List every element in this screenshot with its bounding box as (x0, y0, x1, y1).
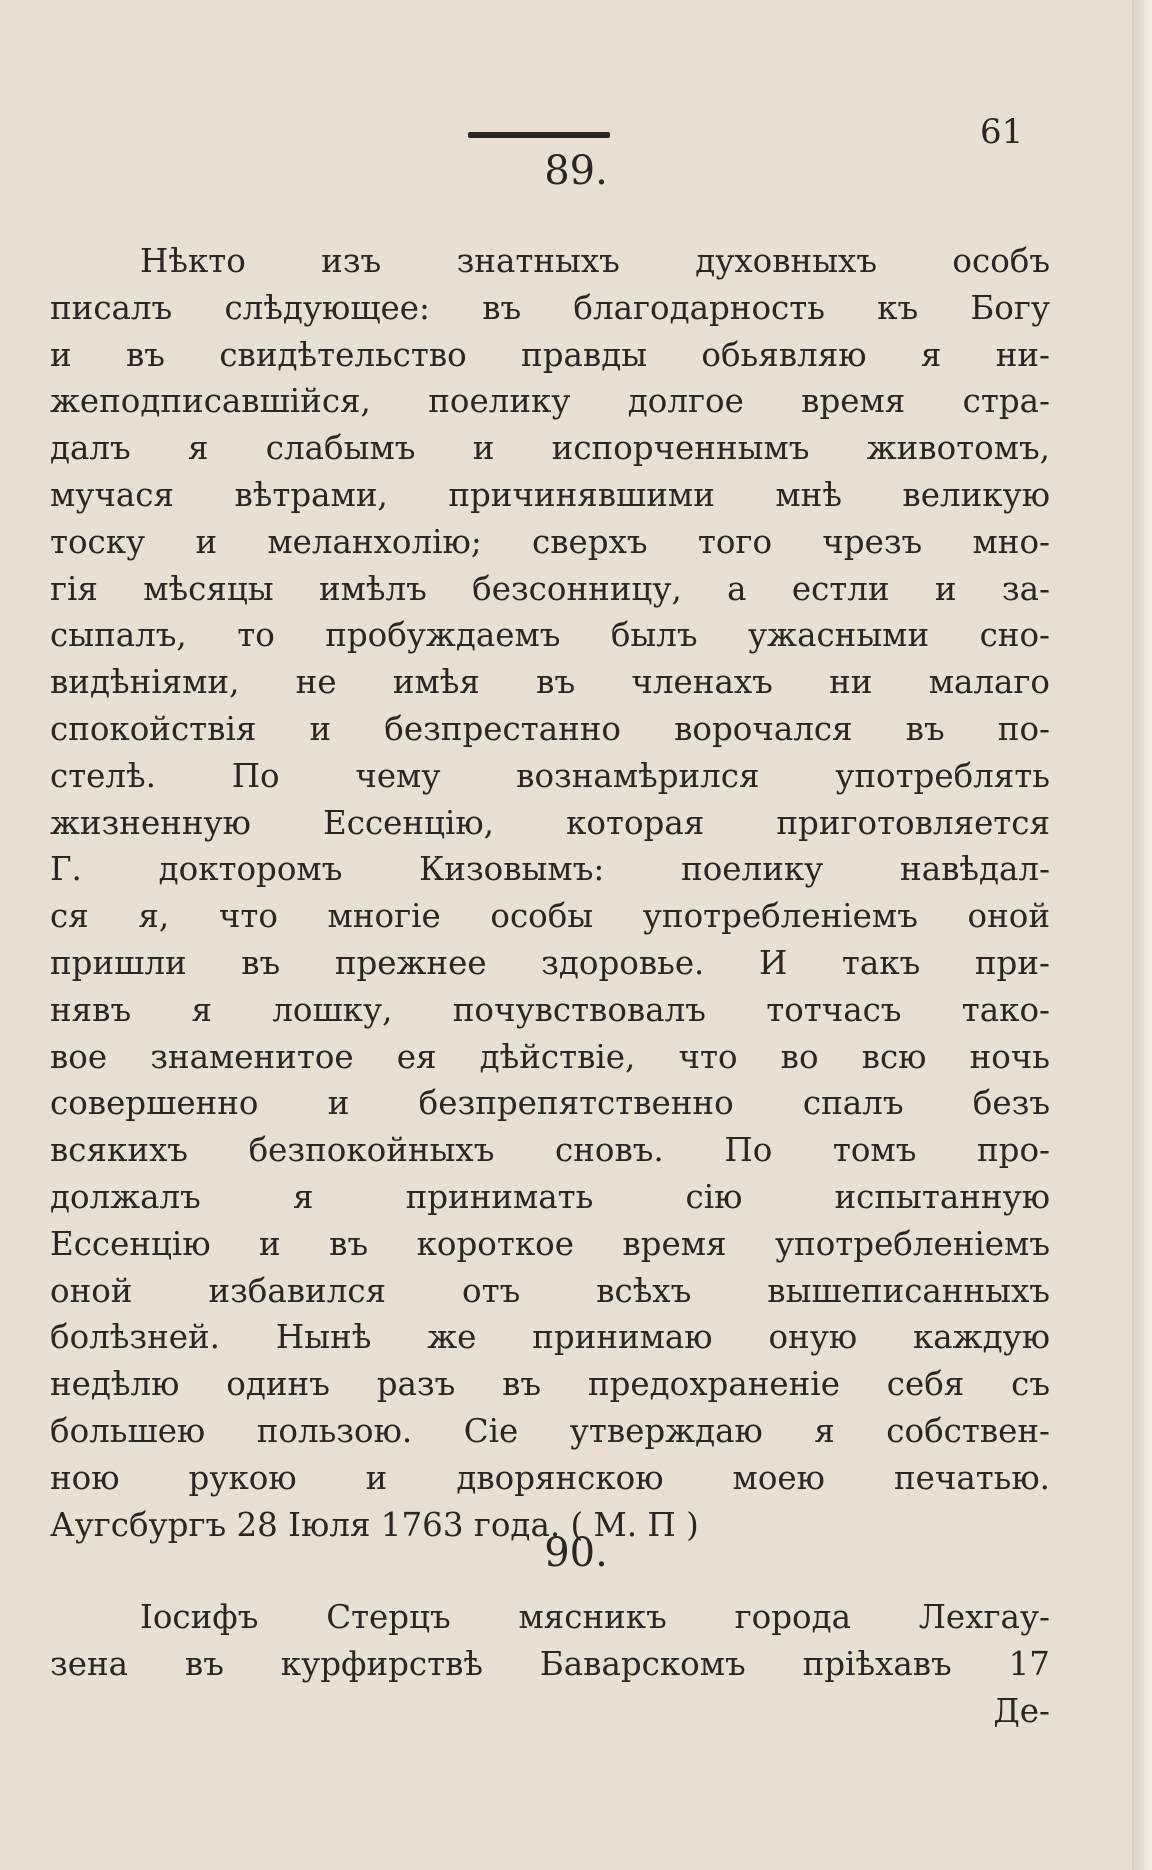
entry-number: 90. (544, 1530, 608, 1576)
text-line: зена въ курфирствѣ Баварскомъ пріѣхавъ 17 (50, 1644, 1050, 1683)
text-line: пришли въ прежнее здоровье. И такъ при- (50, 943, 1050, 982)
text-line: совершенно и безпрепятственно спалъ безъ (50, 1084, 1050, 1123)
text-line: Г. докторомъ Кизовымъ: поелику навѣдал- (50, 850, 1050, 889)
text-line: всякихъ безпокойныхъ сновъ. По томъ про- (50, 1131, 1050, 1170)
text-line: Нѣкто изъ знатныхъ духовныхъ особъ (140, 242, 1050, 280)
page-edge (1132, 0, 1152, 1870)
text-line: гія мѣсяцы имѣлъ безсонницу, а естли и за- (50, 569, 1050, 608)
text-line: вое знаменитое ея дѣйствіе, что во всю ночь (50, 1037, 1050, 1076)
text-line: большею пользою. Сіе утверждаю я собствен- (50, 1411, 1050, 1450)
text-line: писалъ слѣдующее: въ благодарность къ Богу (50, 288, 1050, 327)
text-line: оной избавился отъ всѣхъ вышеписанныхъ (50, 1271, 1050, 1310)
entry-90-text (50, 1594, 1050, 1734)
text-line: далъ я слабымъ и испорченнымъ животомъ, (50, 429, 1050, 468)
text-line: Іосифъ Стерцъ мясникъ города Лехгау- (140, 1598, 1050, 1636)
text-line: ся я, что многіе особы употребленіемъ оной (50, 897, 1050, 936)
entry-89-text (50, 238, 1050, 1548)
header-rule (468, 132, 610, 138)
text-line: Ессенцію и въ короткое время употребленіемъ (50, 1224, 1050, 1263)
text-line: тоску и меланхолію; сверхъ того чрезъ мно- (50, 522, 1050, 561)
text-line: жизненную Ессенцію, которая приготовляется (50, 803, 1050, 842)
text-line: стелѣ. По чему вознамѣрился употреблять (50, 756, 1050, 795)
entry-number: 89. (544, 148, 608, 194)
text-line: нявъ я лошку, почувствовалъ тотчасъ тако- (50, 990, 1050, 1029)
text-line: сыпалъ, то пробуждаемъ былъ ужасными сно- (50, 616, 1050, 655)
page-number: 61 (980, 112, 1024, 152)
text-line: Аугсбургъ 28 Іюля 1763 года. ( М. П ) (50, 1505, 699, 1544)
text-line: должалъ я принимать сію испытанную (50, 1177, 1050, 1216)
text-line: спокойствія и безпрестанно ворочался въ по- (50, 709, 1050, 748)
text-line: и въ свидѣтельство правды обьявляю я ни- (50, 335, 1050, 374)
text-line: мучася вѣтрами, причинявшими мнѣ великую (50, 475, 1050, 514)
text-line: недѣлю одинъ разъ въ предохраненіе себя съ (50, 1365, 1050, 1404)
text-line: видѣніями, не имѣя въ членахъ ни малаго (50, 663, 1050, 702)
text-line: жеподписавшійся, поелику долгое время стра- (50, 382, 1050, 421)
text-line: ною рукою и дворянскою моею печатью. (50, 1458, 1050, 1497)
catchword: Де- (993, 1691, 1050, 1730)
text-line: болѣзней. Нынѣ же принимаю оную каждую (50, 1318, 1050, 1357)
